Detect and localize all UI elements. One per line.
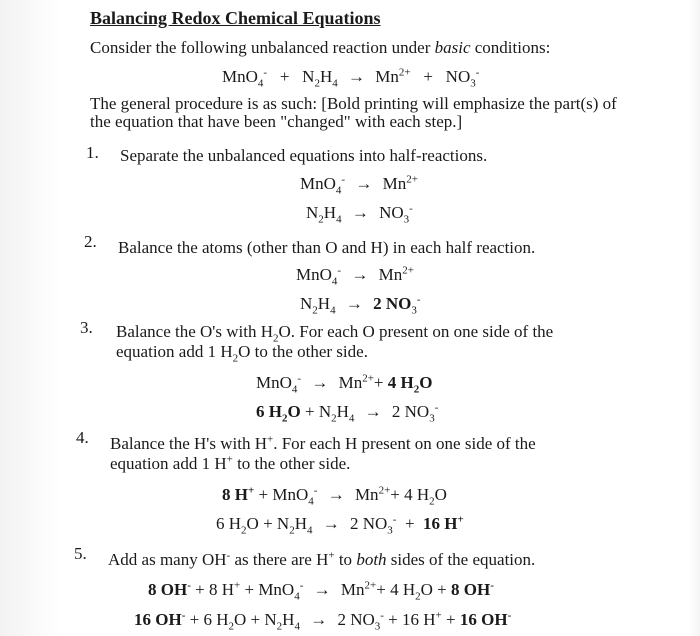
intro-emphasis: basic <box>434 38 471 57</box>
step-3-eq1-lhs: MnO <box>256 373 292 392</box>
step-1-eq2-lhs-b: H <box>323 203 337 222</box>
step-4-equation-2 <box>216 513 464 537</box>
main-product-1-sup: 2+ <box>398 66 411 79</box>
step-5-text-a-sup: - <box>226 549 231 562</box>
main-equation <box>222 66 480 90</box>
step-5-eq2-plus2: + <box>250 610 261 629</box>
step-4-text2-end: to the other side. <box>232 454 351 473</box>
step-3-eq1-add-end: O <box>419 373 433 392</box>
main-product-2-sub: 3 <box>470 77 476 90</box>
step-4-eq1-rhs-sup: 2+ <box>378 484 391 497</box>
step-2-eq2-rhs-sup: - <box>416 293 421 306</box>
step-5-eq2-lhs-b: H <box>282 610 295 629</box>
step-5-equation-1 <box>148 579 494 603</box>
main-reactant-2-sub1: 2 <box>314 77 320 90</box>
step-5-eq2-h-sup: + <box>435 609 442 622</box>
step-5-eq2-h: 16 H <box>402 610 436 629</box>
step-1-eq2-rhs-sup: - <box>409 202 413 215</box>
step-2-number: 2. <box>84 232 97 251</box>
step-4-eq1-rhs: Mn <box>354 485 379 504</box>
step-4-text-line-1 <box>110 434 536 454</box>
main-reactant-2-a: N <box>302 67 315 86</box>
step-1-eq1-arrow: → <box>355 174 373 193</box>
step-3-text2-end: O to the other side. <box>238 342 368 361</box>
step-4-eq2-arrow: → <box>322 514 340 533</box>
step-3-eq2-lhs-sub1: 2 <box>331 412 337 425</box>
step-4-eq1-lhs-sup: - <box>313 484 318 497</box>
step-3-text1-sub: 2 <box>272 332 279 345</box>
step-4-eq2-lhs-sub2: 4 <box>306 524 313 537</box>
step-5-eq2-plus1: + <box>189 610 200 629</box>
step-4-eq1-arrow: → <box>327 485 345 504</box>
step-5-eq2-end: 16 OH <box>459 610 508 629</box>
step-2-equation-2 <box>300 293 421 317</box>
step-4-eq2-plus2: + <box>404 514 415 533</box>
step-5-eq1-lhs-sub: 4 <box>294 590 300 603</box>
step-5-eq2-pre-sup: - <box>181 609 186 622</box>
main-reactant-2-sub2: 4 <box>332 77 338 90</box>
step-3-eq2-pre-sub: 2 <box>281 412 288 425</box>
page-title: Balancing Redox Chemical Equations <box>90 8 381 28</box>
step-3-eq1-arrow: → <box>311 373 329 392</box>
step-4-eq1-add-end: O <box>434 485 447 504</box>
step-5-text-b-sup: + <box>328 549 335 562</box>
step-4-eq2-add: 16 H <box>423 514 458 533</box>
step-3-eq1-rhs-sup: 2+ <box>362 372 374 385</box>
step-4-eq2-plus1: + <box>263 514 273 533</box>
step-4-eq2-pre: 6 H <box>216 514 242 533</box>
step-3-eq1-lhs-sub: 4 <box>291 383 298 396</box>
main-plus-2: + <box>423 67 433 86</box>
step-5-eq1-rhs-sup: 2+ <box>364 579 377 592</box>
step-5-eq2-end-sup: - <box>507 609 512 622</box>
step-4-text2-sup: + <box>226 453 233 466</box>
step-3-eq1-add: 4 H <box>387 373 414 392</box>
step-3-eq2-lhs-sub2: 4 <box>348 412 355 425</box>
intro-before: Consider the following unbalanced reaction under <box>90 38 435 57</box>
main-product-2: NO <box>445 67 471 86</box>
step-5-eq1-plus3: + <box>376 580 386 599</box>
step-3-eq2-lhs-a: N <box>318 402 332 421</box>
step-2-text: Balance the atoms (other than O and H) in each half reaction. <box>118 238 536 257</box>
step-5-eq1-arrow: → <box>313 580 331 599</box>
step-4-eq2-pre-end: O <box>246 514 259 533</box>
step-4-text1-sup: + <box>266 433 274 446</box>
step-3-eq2-rhs-sub: 3 <box>429 412 435 425</box>
step-5-eq1-add-sub: 2 <box>415 590 421 603</box>
step-5-eq1-plus1: + <box>195 580 205 599</box>
step-4-text-line-2 <box>110 454 350 474</box>
step-5-eq1-end-sup: - <box>490 579 494 592</box>
step-3-eq2-lhs-b: H <box>336 402 349 421</box>
step-3-eq2-arrow: → <box>364 402 382 421</box>
step-2-eq1-lhs: MnO <box>296 265 332 284</box>
step-2-eq2-lhs-sub1: 2 <box>312 304 318 317</box>
step-4-equation-1 <box>222 484 447 508</box>
step-5-eq2-plus4: + <box>446 610 456 629</box>
step-1-eq1-lhs-sub: 4 <box>335 184 342 197</box>
step-3-equation-1 <box>256 372 433 396</box>
step-5-eq1-h-sup: + <box>234 579 241 592</box>
step-4-eq1-lhs-sub: 4 <box>308 495 314 508</box>
step-2-eq1-lhs-sub: 4 <box>331 275 338 288</box>
step-5-text-c: to <box>334 550 357 569</box>
step-4-eq2-pre-sub: 2 <box>241 524 247 537</box>
step-2-eq1-rhs-sup: 2+ <box>402 264 414 277</box>
step-3-eq2-rhs-sup: - <box>434 401 439 414</box>
step-3-text-line-2 <box>116 342 368 365</box>
step-5-eq2-pre: 16 OH <box>134 610 182 629</box>
step-4-eq1-plus1: + <box>258 485 269 504</box>
step-3-eq2-pre: 6 H <box>256 402 282 421</box>
main-product-1: Mn <box>375 67 399 86</box>
step-5-text <box>108 550 535 570</box>
step-2-eq2-rhs-sub: 3 <box>411 304 417 317</box>
step-3-text1-end: O. For each O present on one side of the <box>278 322 554 341</box>
step-4-eq2-rhs-sup: - <box>392 513 397 526</box>
step-5-eq2-w-end: O <box>234 610 247 629</box>
step-5-eq1-plus4: + <box>437 580 447 599</box>
step-4-eq1-pre: 8 H <box>222 485 248 504</box>
step-5-equation-2 <box>134 609 512 633</box>
step-5-eq2-lhs-sub2: 4 <box>294 620 300 633</box>
step-4-eq2-rhs: 2 NO <box>349 514 388 533</box>
step-5-eq1-lhs: MnO <box>258 580 295 599</box>
step-1-eq1-rhs-sup: 2+ <box>406 173 418 186</box>
step-3-number: 3. <box>80 318 93 337</box>
intro-after: conditions: <box>470 38 551 57</box>
step-4-eq1-lhs: MnO <box>272 485 309 504</box>
step-1-eq1-rhs: Mn <box>382 174 407 193</box>
step-5-eq2-w: 6 H <box>203 610 229 629</box>
step-5-eq1-lhs-sup: - <box>299 579 304 592</box>
step-5-eq1-plus2: + <box>244 580 255 599</box>
step-2-eq2-lhs-a: N <box>300 294 313 313</box>
step-5-eq2-lhs-a: N <box>264 610 277 629</box>
step-2-eq1-rhs: Mn <box>378 265 403 284</box>
step-3-text2-sub: 2 <box>232 352 239 365</box>
step-1-number: 1. <box>86 143 99 162</box>
step-2-eq2-lhs-b: H <box>317 294 331 313</box>
step-1-equation-2 <box>306 202 413 226</box>
step-5-eq1-pre-sup: - <box>187 579 191 592</box>
step-4-eq1-add: 4 H <box>404 485 430 504</box>
step-4-eq2-add-sup: + <box>457 513 464 526</box>
step-3-eq1-plus: + <box>373 373 384 392</box>
step-5-eq1-add-end: O <box>420 580 433 599</box>
main-plus-1: + <box>279 67 290 86</box>
step-5-eq1-end: 8 OH <box>450 580 491 599</box>
step-5-text-emphasis: both <box>356 550 387 569</box>
step-5-eq2-plus3: + <box>388 610 398 629</box>
step-5-eq2-rhs-sub: 3 <box>374 620 381 633</box>
main-product-2-sup: - <box>475 66 480 79</box>
step-3-eq1-add-sub: 2 <box>413 383 420 396</box>
step-2-eq2-lhs-sub2: 4 <box>330 304 336 317</box>
step-2-eq1-lhs-sup: - <box>337 264 342 277</box>
step-5-eq2-w-sub: 2 <box>228 620 234 633</box>
step-1-equation-1 <box>300 173 418 197</box>
step-4-eq2-lhs-sub1: 2 <box>289 524 295 537</box>
step-5-eq1-pre: 8 OH <box>148 580 188 599</box>
step-5-number: 5. <box>74 544 87 563</box>
step-1-eq2-rhs: NO <box>379 203 404 222</box>
main-arrow: → <box>347 67 365 86</box>
step-1-eq2-lhs-sub1: 2 <box>318 213 324 226</box>
step-4-eq1-add-sub: 2 <box>429 495 435 508</box>
step-4-eq2-lhs-b: H <box>294 514 307 533</box>
step-4-text1-end: . For each H present on one side of the <box>273 434 536 453</box>
step-4-eq1-plus2: + <box>390 485 400 504</box>
step-5-eq2-lhs-sub1: 2 <box>276 620 283 633</box>
step-1-eq1-lhs: MnO <box>300 174 336 193</box>
main-reactant-1: MnO <box>222 67 258 86</box>
step-5-eq1-add: 4 H <box>390 580 416 599</box>
step-3-eq2-plus: + <box>304 402 315 421</box>
step-3-text1: Balance the O's with H <box>116 322 273 341</box>
step-4-eq2-rhs-sub: 3 <box>387 524 393 537</box>
step-3-eq2-pre-end: O <box>287 402 301 421</box>
main-reactant-1-sup: - <box>263 66 268 79</box>
step-1-eq2-arrow: → <box>351 203 369 222</box>
step-5-text-a: Add as many OH <box>108 550 227 569</box>
step-1-eq1-lhs-sup: - <box>341 173 346 186</box>
step-3-eq1-lhs-sup: - <box>297 372 302 385</box>
step-3-text2: equation add 1 H <box>116 342 233 361</box>
procedure-line-2: the equation that have been "changed" with each step.] <box>90 112 463 131</box>
step-1-eq2-lhs-a: N <box>306 203 319 222</box>
step-4-text1: Balance the H's with H <box>110 434 267 453</box>
step-4-text2: equation add 1 H <box>110 454 227 473</box>
step-1-eq2-lhs-sub2: 4 <box>336 213 342 226</box>
step-2-eq1-arrow: → <box>351 265 369 284</box>
step-5-eq2-rhs-sup: - <box>380 609 384 622</box>
step-3-text-line-1 <box>116 322 554 345</box>
step-4-eq1-pre-sup: + <box>247 484 255 497</box>
step-5-eq1-h: 8 H <box>208 580 234 599</box>
step-5-eq2-arrow: → <box>310 610 328 629</box>
step-5-eq2-rhs: 2 NO <box>337 610 375 629</box>
step-5-text-d: sides of the equation. <box>386 550 536 569</box>
step-1-text: Separate the unbalanced equations into half-reactions. <box>120 146 488 165</box>
step-2-eq2-arrow: → <box>345 294 363 313</box>
procedure-line-1: The general procedure is as such: [Bold printing will emphasize the part(s) of <box>90 94 617 113</box>
step-3-eq2-rhs: 2 NO <box>391 402 430 421</box>
step-2-equation-1 <box>296 264 414 288</box>
step-3-eq1-rhs: Mn <box>338 373 363 392</box>
main-reactant-2-b: H <box>319 67 333 86</box>
intro-text <box>90 38 550 58</box>
step-5-text-b: as there are H <box>230 550 329 569</box>
step-5-eq1-rhs: Mn <box>340 580 365 599</box>
step-1-eq2-rhs-sub: 3 <box>403 213 410 226</box>
step-2-eq2-rhs-bold: 2 NO <box>373 294 412 313</box>
main-reactant-1-sub: 4 <box>257 77 264 90</box>
step-4-number: 4. <box>76 428 89 447</box>
step-3-equation-2 <box>256 401 439 425</box>
step-4-eq2-lhs-a: N <box>276 514 290 533</box>
